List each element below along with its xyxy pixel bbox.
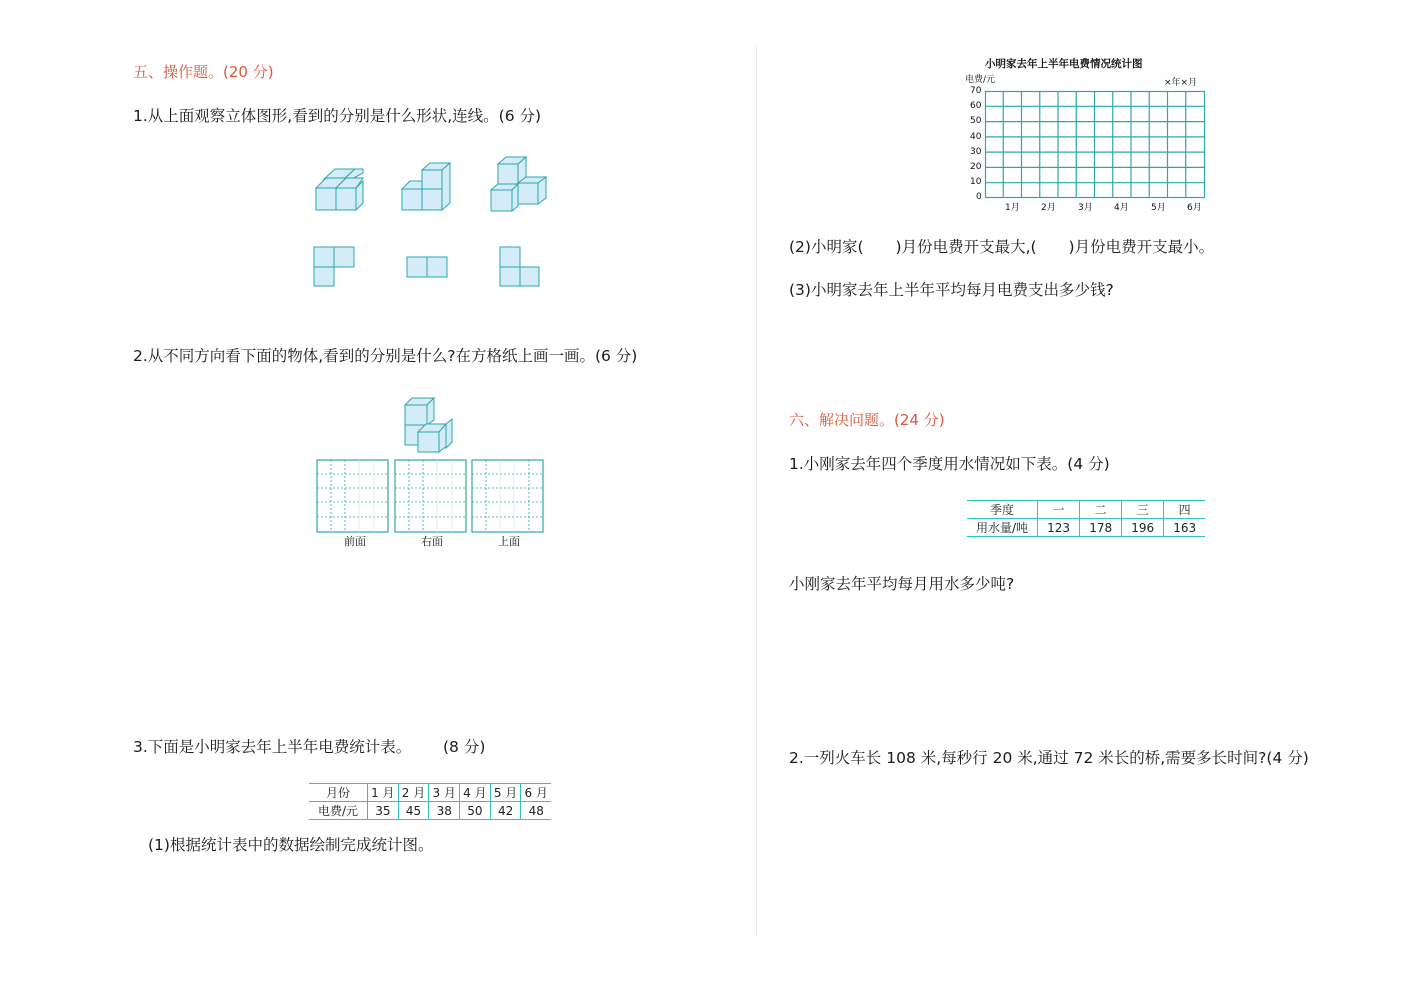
table-row-header <box>967 501 1205 519</box>
solid-c-icon <box>491 157 546 211</box>
sub-question-3: (3)小明家去年上半年平均每月电费支出多少钱? <box>789 281 1114 299</box>
table-cell: 38 <box>429 802 460 820</box>
problem-1-text: 1.小刚家去年四个季度用水情况如下表。(4 分) <box>789 455 1110 473</box>
view-two-squares-icon <box>407 257 447 277</box>
grid-label-front: 前面 <box>344 535 366 548</box>
table-cell: 50 <box>460 802 491 820</box>
x-tick: 4月 <box>1114 203 1129 213</box>
section-6-title: 六、解决问题。(24 分) <box>789 411 945 429</box>
y-tick: 50 <box>970 116 982 126</box>
sub2-part1: (2)小明家( <box>789 238 864 256</box>
grid-label-right: 右面 <box>421 535 443 548</box>
chart-ylabel: 电费/元 <box>965 75 996 85</box>
grid-front <box>317 460 388 532</box>
y-tick: 70 <box>970 86 982 96</box>
table-cell: 二 <box>1080 501 1122 519</box>
sub-question-2 <box>789 235 1214 257</box>
table-cell: 2 月 <box>398 784 429 802</box>
y-tick: 20 <box>970 162 982 172</box>
table-cell: 178 <box>1080 519 1122 537</box>
q1-figures <box>300 150 560 300</box>
y-tick: 10 <box>970 177 982 187</box>
section-5-title: 五、操作题。(20 分) <box>133 63 274 81</box>
problem-2-text: 2.一列火车长 108 米,每秒行 20 米,通过 72 米长的桥,需要多长时间?(4 分) <box>789 749 1309 767</box>
table-cell: 4 月 <box>460 784 491 802</box>
table-cell: 三 <box>1122 501 1164 519</box>
table-cell: 5 月 <box>490 784 521 802</box>
table-cell: 196 <box>1122 519 1164 537</box>
table-cell: 123 <box>1038 519 1080 537</box>
table-cell: 1 月 <box>368 784 399 802</box>
table-cell: 42 <box>490 802 521 820</box>
sub2-part2: )月份电费开支最大,( <box>895 238 1037 256</box>
grid-top <box>472 460 543 532</box>
table-cell: 45 <box>398 802 429 820</box>
chart-grid <box>985 91 1205 198</box>
x-tick: 6月 <box>1187 203 1202 213</box>
question-1-text: 1.从上面观察立体图形,看到的分别是什么形状,连线。(6 分) <box>133 107 542 125</box>
water-table <box>967 500 1205 537</box>
table-cell: 一 <box>1038 501 1080 519</box>
table-cell: 6 月 <box>521 784 551 802</box>
question-2-text: 2.从不同方向看下面的物体,看到的分别是什么?在方格纸上画一画。(6 分) <box>133 347 638 365</box>
question-3-score: (8 分) <box>443 738 486 756</box>
x-tick: 3月 <box>1078 203 1093 213</box>
table-row-header <box>309 784 551 802</box>
grid-label-top: 上面 <box>498 535 520 548</box>
table-cell: 季度 <box>967 501 1038 519</box>
grid-right <box>395 460 466 532</box>
table-cell: 月份 <box>309 784 368 802</box>
view-l-shape-icon <box>314 247 354 286</box>
y-tick: 60 <box>970 101 982 111</box>
q2-object-icon <box>400 392 460 454</box>
table-row-values <box>309 802 551 820</box>
x-tick: 1月 <box>1005 203 1020 213</box>
problem-1-question: 小刚家去年平均每月用水多少吨? <box>789 575 1015 593</box>
sub2-part3: )月份电费开支最小。 <box>1068 238 1215 256</box>
x-tick: 2月 <box>1041 203 1056 213</box>
solid-a-icon <box>316 169 363 210</box>
x-tick: 5月 <box>1151 203 1166 213</box>
view-inverted-l-icon <box>500 247 539 286</box>
y-tick: 0 <box>976 192 982 202</box>
table-cell: 用水量/吨 <box>967 519 1038 537</box>
table-cell: 四 <box>1164 501 1205 519</box>
table-row-values <box>967 519 1205 537</box>
table-cell: 3 月 <box>429 784 460 802</box>
solid-b-icon <box>402 163 450 210</box>
question-3-text: 3.下面是小明家去年上半年电费统计表。 <box>133 738 412 756</box>
sub-question-1: (1)根据统计表中的数据绘制完成统计图。 <box>148 836 434 854</box>
chart-date-label: ×年×月 <box>1164 78 1198 88</box>
y-tick: 30 <box>970 147 982 157</box>
table-cell: 163 <box>1164 519 1205 537</box>
chart-title: 小明家去年上半年电费情况统计图 <box>985 58 1143 70</box>
table-cell: 电费/元 <box>309 802 368 820</box>
y-tick: 40 <box>970 132 982 142</box>
q2-grid-papers <box>316 459 546 535</box>
table-cell: 48 <box>521 802 551 820</box>
table-cell: 35 <box>368 802 399 820</box>
page-divider <box>756 45 757 935</box>
electricity-table <box>309 783 551 820</box>
